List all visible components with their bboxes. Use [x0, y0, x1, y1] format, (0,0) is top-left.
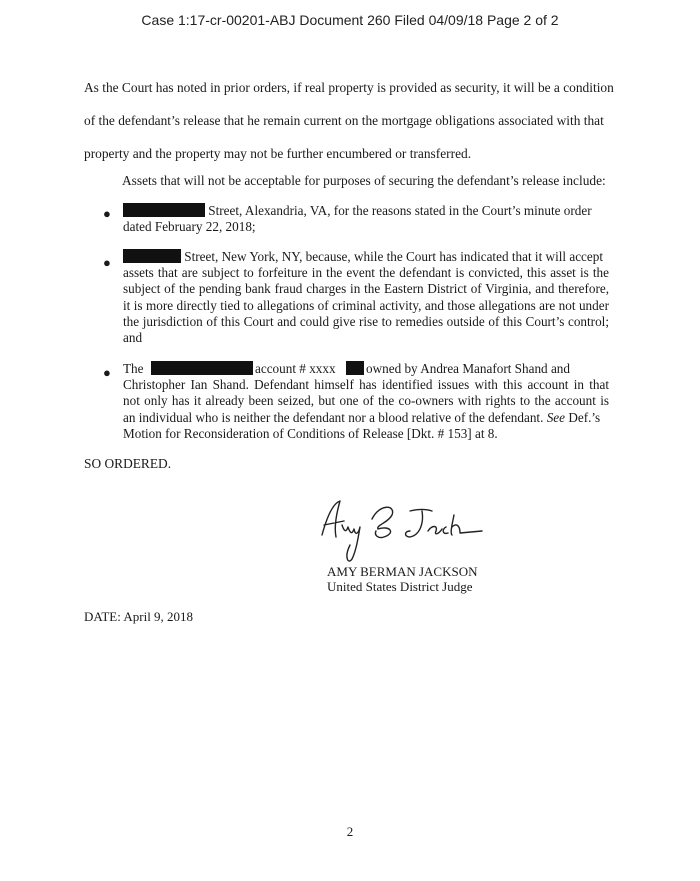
judge-title: United States District Judge — [327, 579, 473, 594]
bullet-3-line-1-pre: The — [123, 361, 144, 376]
redaction-block — [346, 361, 364, 375]
bullet-2-line-6: and — [123, 329, 143, 345]
bullet-icon: ● — [103, 365, 111, 380]
bullet-3-line-3: not only has it already been seized, but one of the co-owners with rights to the account is — [123, 393, 609, 409]
bullet-3-text — [123, 361, 609, 442]
bullet-3-line-1-mid: account # xxxx — [255, 361, 336, 376]
redaction-block — [123, 249, 181, 263]
bullet-2-line-3: subject of the pending bank fraud charges in the Eastern District of Virginia, and therefore, — [123, 281, 609, 297]
paragraph-1-line-2: of the defendant’s release that he remain current on the mortgage obligations associated with that — [84, 113, 604, 128]
bullet-2-text — [123, 249, 609, 346]
redaction-block — [151, 361, 253, 375]
redaction-block — [123, 203, 205, 217]
bullet-3-line-2: Christopher Ian Shand. Defendant himself has identified issues with this account in that — [123, 377, 609, 393]
date-line: DATE: April 9, 2018 — [84, 609, 194, 624]
bullet-2-line-2: assets that are subject to forfeiture in the event the defendant is convicted, this asset is the — [123, 265, 609, 281]
bullet-2-line-1: Street, New York, NY, because, while the Court has indicated that it will accept — [181, 249, 604, 264]
page-number: 2 — [346, 824, 354, 839]
bullet-2-line-5: the jurisdiction of this Court and could give rise to remedies outside of this Court’s control; — [123, 313, 609, 329]
paragraph-2: Assets that will not be acceptable for purposes of securing the defendant’s release include: — [122, 173, 606, 188]
bullet-icon: ● — [103, 206, 111, 221]
see-citation: See — [546, 409, 566, 425]
paragraph-1-line-3: property and the property may not be further encumbered or transferred. — [84, 146, 472, 161]
so-ordered: SO ORDERED. — [84, 456, 172, 471]
judge-name: AMY BERMAN JACKSON — [327, 564, 478, 579]
bullet-3-line-5: Motion for Reconsideration of Conditions of Release [Dkt. # 153] at 8. — [123, 425, 498, 441]
bullet-1-text — [123, 203, 609, 235]
bullet-icon: ● — [103, 255, 111, 270]
paragraph-1-line-1: As the Court has noted in prior orders, if real property is provided as security, it will be a condition — [84, 80, 614, 95]
signature-scribble — [300, 495, 500, 565]
bullet-3-line-1-post: owned by Andrea Manafort Shand and — [366, 361, 570, 376]
bullet-2-line-4: it is more directly tied to allegations of criminal activity, and those allegations are not under — [123, 297, 609, 313]
bullet-1-line-1: Street, Alexandria, VA, for the reasons stated in the Court’s minute order — [205, 203, 592, 218]
bullet-3-line-4: an individual who is neither the defendant nor a blood relative of the defendant. See Def.’s — [123, 409, 601, 425]
case-header: Case 1:17-cr-00201-ABJ Document 260 Filed 04/09/18 Page 2 of 2 — [141, 12, 559, 28]
signature — [300, 495, 500, 565]
bullet-1-line-2: dated February 22, 2018; — [123, 219, 256, 235]
